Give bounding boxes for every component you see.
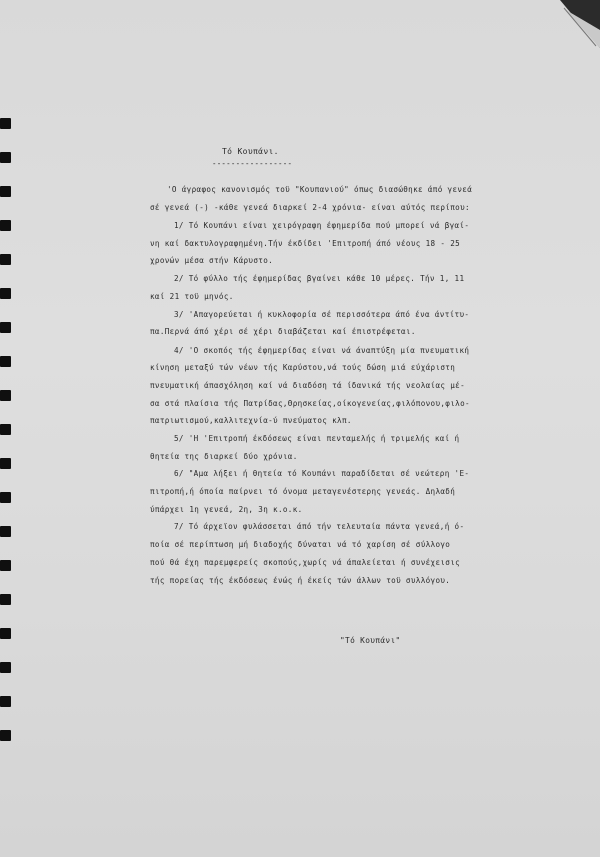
text-line: ύπάρχει 1η γενεά, 2η, 3η κ.ο.κ.: [150, 505, 303, 514]
text-line: πνευματική άπασχόληση καί νά διαδόση τά ίδανικά τής νεολαίας μέ-: [150, 381, 465, 390]
text-line: χρονών μέσα στήν Κάρυστο.: [150, 256, 274, 265]
text-line: τής πορείας τής έκδόσεως ένώς ή έκείς τών άλλων τοϋ συλλόγου.: [150, 576, 451, 585]
text-line: νη καί δακτυλογραφημένη.Τήν έκδίδει 'Επιτροπή άπό νέους 18 - 25: [150, 239, 461, 248]
text-line: πιτροπή,ή όποία παίρνει τό όνομα μεταγενέστερης γενεάς. Δηλαδή: [150, 487, 456, 496]
text-line: πα.Περνά άπό χέρι σέ χέρι διαβάζεται καί έπιστρέφεται.: [150, 327, 416, 336]
text-line: πατριωτισμού,καλλιτεχνία-ύ πνεύματος κλπ.: [150, 416, 352, 425]
text-line: 1/ Τό Κουπάνι είναι χειρόγραφη έφημερίδα πού μπορεί νά βγαί-: [174, 221, 470, 230]
text-line: 7/ Τό άρχεϊον φυλάσσεται άπό τήν τελευταία πάντα γενεά,ή ό-: [174, 522, 465, 531]
text-line: 2/ Τό φύλλο τής έφημερίδας βγαίνει κάθε 10 μέρες. Τήν 1, 11: [174, 274, 465, 283]
text-line: πού θά έχη παρεμφερείς σκοπούς,χωρίς νά άπαλείεται ή συνέχεισις: [150, 558, 461, 567]
text-line: 3/ 'Απαγορεύεται ή κυκλοφορία σέ περισσότερα άπό ένα άντίτυ-: [174, 310, 470, 319]
text-line: ποία σέ περίπτωση μή διαδοχής δύναται νά τό χαρίση σέ σύλλογο: [150, 540, 451, 549]
document-title: Τό Κουπάνι.: [222, 147, 279, 156]
text-line: σέ γενεά (-) -κάθε γενεά διαρκεί 2-4 χρόνια- είναι αύτός περίπου:: [150, 203, 470, 212]
text-line: 5/ 'Η 'Επιτροπή έκδόσεως είναι πενταμελής ή τριμελής καί ή: [174, 434, 460, 443]
text-line: κίνηση μεταξύ τών νέων τής Καρύστου,νά τούς δώση μιά εύχάριστη: [150, 363, 456, 372]
text-line: 6/ "Αμα λήξει ή θητεία τό Κουπάνι παραδίδεται σέ νεώτερη 'Ε-: [174, 469, 470, 478]
text-line: καί 21 τοϋ μηνός.: [150, 292, 234, 301]
signature: "Τό Κουπάνι": [340, 636, 401, 645]
text-line: 4/ 'Ο σκοπός τής έφημερίδας είναι νά άναπτύξη μία πνευματική: [174, 346, 470, 355]
text-line: θητεία της διαρκεί δύο χρόνια.: [150, 452, 298, 461]
text-line: 'Ο άγραφος κανονισμός τοϋ "Κουπανιού" όπως διασώθηκε άπό γενεά: [167, 185, 473, 194]
text-line: σα στά πλαίσια τής Πατρίδας,Θρησκείας,οίκογενείας,φιλόπονου,φιλο-: [150, 399, 470, 408]
title-underline: -----------------: [212, 159, 293, 168]
